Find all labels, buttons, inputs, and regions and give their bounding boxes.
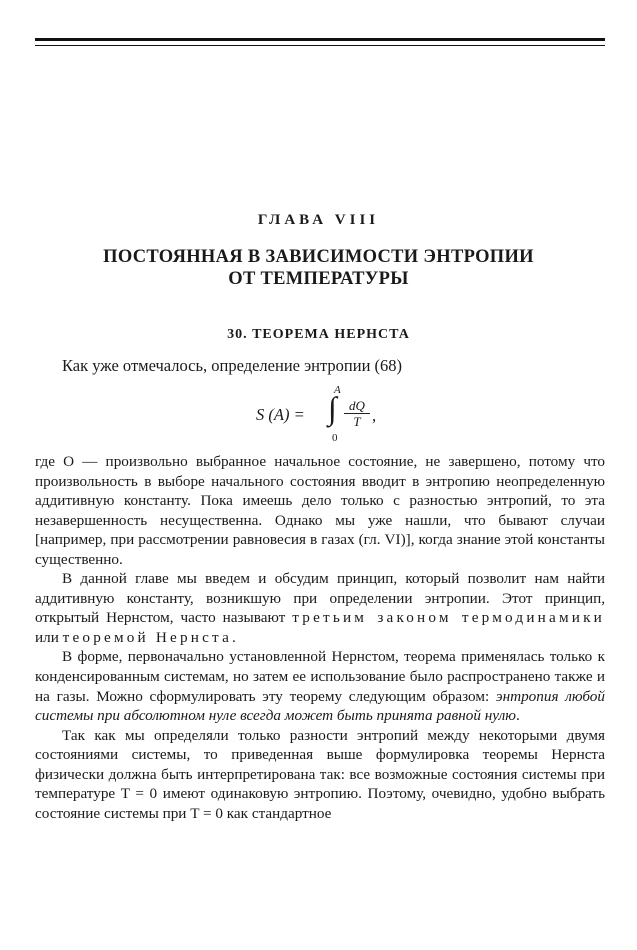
chapter-heading: ГЛАВА VIII bbox=[257, 212, 380, 228]
integral-upper-limit: A bbox=[334, 384, 341, 396]
entropy-formula bbox=[256, 386, 396, 448]
chapter-title-line: ОТ ТЕМПЕРАТУРЫ bbox=[228, 269, 409, 289]
paragraph bbox=[35, 647, 605, 725]
formula-comma: , bbox=[372, 406, 377, 425]
integral-sign: ∫ bbox=[328, 390, 337, 426]
integral-lower-limit: 0 bbox=[332, 432, 338, 444]
paragraph-text: или bbox=[35, 628, 63, 646]
formula-fraction bbox=[344, 398, 370, 429]
chapter-title bbox=[0, 246, 637, 290]
fraction-denominator: T bbox=[353, 414, 361, 429]
header-rule-thin bbox=[35, 45, 605, 46]
chapter-title-line: ПОСТОЯННАЯ В ЗАВИСИМОСТИ ЭНТРОПИИ bbox=[103, 247, 534, 267]
section-heading: 30. ТЕОРЕМА НЕРНСТА bbox=[227, 327, 410, 342]
paragraph-text: . bbox=[232, 628, 236, 646]
header-rule-thick bbox=[35, 38, 605, 41]
fraction-numerator: dQ bbox=[344, 398, 370, 414]
spaced-term: третьим законом термодинамики bbox=[292, 609, 605, 627]
paragraph: Так как мы определяли только разности энтропий между некоторыми двумя состояниями системы, то приведенная выше формулировка теоремы Нернста физически должна быть интерпретирована так: все возможные состояния системы при температуре T = 0 имеют одинаковую энтропию. Поэтому, очевидно, удобно выбрать состояние системы при T = 0 как стандартное bbox=[35, 726, 605, 822]
paragraph bbox=[35, 569, 605, 647]
paragraph-text: В форме, первоначально установленной Нернстом, теорема применялась только к конденсированным системам, но затем ее использование было распространено также и на газы. Можно сформулировать эту теорему следующим образом: bbox=[35, 648, 605, 705]
spaced-term: теоремой Нернста bbox=[62, 628, 233, 646]
paragraph-text: . bbox=[515, 707, 520, 725]
intro-line: Как уже отмечалось, определение энтропии (68) bbox=[62, 356, 403, 375]
italic-statement: энтропия любой системы при абсолютном нуле всегда может быть принята равной нулю bbox=[35, 687, 605, 725]
formula-lhs: S (A) = bbox=[256, 405, 305, 424]
paragraph-text: В данной главе мы введем и обсудим принцип, который позволит нам найти аддитивную константу, возникшую при определении энтропии. Этот принцип, открытый Нернстом, часто называют bbox=[35, 570, 605, 627]
body-text bbox=[35, 452, 605, 823]
paragraph: где O — произвольно выбранное начальное состояние, не завершено, потому что произвольность в выборе начального состояния вводит в энтропию неопределенную аддитивную константу. Пока имеешь дело только с разностью энтропий, то эта незавершенность несущественна. Однако мы уже нашли, что бывают случаи [например, при рассмотрении равновесия в газах (гл. VI)], когда знание этой константы существенно. bbox=[35, 453, 605, 568]
